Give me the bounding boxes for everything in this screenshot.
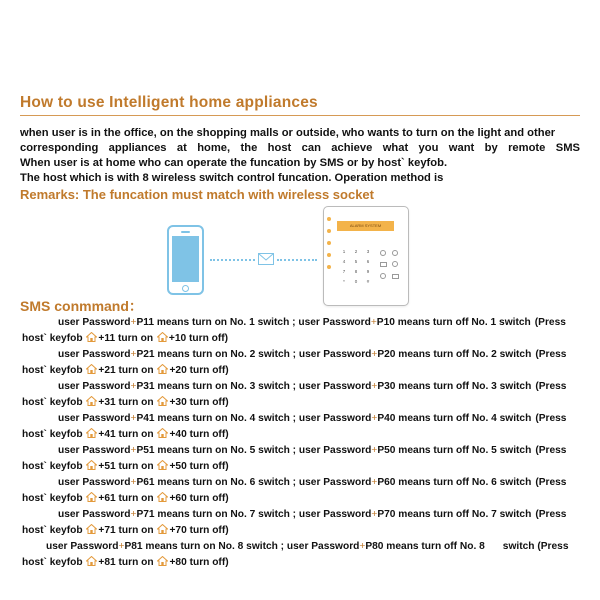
home-key-icon xyxy=(86,556,97,566)
keyfob-on-text: +21 turn on xyxy=(98,365,154,376)
phone-screen xyxy=(172,236,199,282)
host-function-key xyxy=(380,262,387,267)
home-key-icon xyxy=(157,396,168,406)
sms-command-list xyxy=(22,315,578,571)
intro-line: when user is in the office, on the shopping malls or outside, who wants to turn on the light and other xyxy=(20,127,556,139)
host-keyfob-text: host` keyfob xyxy=(22,365,83,376)
plus-sign: + xyxy=(359,541,366,552)
command-press-text: (Press xyxy=(534,317,566,328)
command-prefix: user Password xyxy=(58,477,131,488)
command-off-text: P80 means turn off No. 8 xyxy=(365,541,485,552)
command-on-text: P41 means turn on No. 4 switch ; user Password xyxy=(136,413,372,424)
heading-underline xyxy=(20,115,580,116)
command-keyfob-line xyxy=(22,395,578,411)
plus-sign: + xyxy=(371,477,378,488)
plus-sign: + xyxy=(130,413,137,424)
home-key-icon xyxy=(86,396,97,406)
keyfob-off-text: +70 turn off) xyxy=(169,525,229,536)
plus-sign: + xyxy=(371,349,378,360)
keyfob-on-text: +11 turn on xyxy=(98,333,154,344)
host-key: 2 xyxy=(354,249,358,254)
command-keyfob-line xyxy=(22,459,578,475)
command-press-text: (Press xyxy=(535,509,567,520)
command-off-text: P50 means turn off No. 5 switch xyxy=(377,445,532,456)
sms-command-item xyxy=(22,411,578,443)
command-press-text: (Press xyxy=(535,381,567,392)
sms-command-item xyxy=(22,507,578,539)
plus-sign: + xyxy=(370,317,377,328)
host-indicator xyxy=(327,217,331,221)
plus-sign: + xyxy=(371,381,378,392)
command-line xyxy=(22,315,578,331)
plus-sign: + xyxy=(371,509,378,520)
command-line xyxy=(22,539,578,555)
host-key: 9 xyxy=(366,269,370,274)
command-line xyxy=(22,411,578,427)
host-function-key xyxy=(380,273,386,279)
command-line xyxy=(22,507,578,523)
host-indicator xyxy=(327,265,331,269)
home-key-icon xyxy=(86,524,97,534)
keyfob-on-text: +31 turn on xyxy=(98,397,154,408)
host-key: 6 xyxy=(366,259,370,264)
command-keyfob-line xyxy=(22,363,578,379)
keyfob-off-text: +30 turn off) xyxy=(169,397,229,408)
host-key: 5 xyxy=(354,259,358,264)
command-on-text: P21 means turn on No. 2 switch ; user Password xyxy=(136,349,372,360)
host-keyfob-text: host` keyfob xyxy=(22,429,83,440)
command-keyfob-line xyxy=(22,331,578,347)
command-prefix: user Password xyxy=(46,541,119,552)
command-on-text: P81 means turn on No. 8 switch ; user Password xyxy=(124,541,360,552)
keyfob-off-text: +80 turn off) xyxy=(169,557,229,568)
intro-paragraph xyxy=(20,126,580,186)
keyfob-off-text: +40 turn off) xyxy=(169,429,229,440)
command-prefix: user Password xyxy=(58,509,131,520)
envelope-icon xyxy=(258,253,274,265)
home-key-icon xyxy=(86,364,97,374)
keyfob-off-text: +20 turn off) xyxy=(169,365,229,376)
home-key-icon xyxy=(157,556,168,566)
intro-line: corresponding appliances at home, the host can achieve what you want by remote SMS xyxy=(20,142,580,154)
host-function-key xyxy=(392,261,398,267)
host-key: 3 xyxy=(366,249,370,254)
command-on-text: P31 means turn on No. 3 switch ; user Password xyxy=(136,381,372,392)
command-prefix: user Password xyxy=(58,349,131,360)
home-key-icon xyxy=(157,492,168,502)
home-key-icon xyxy=(157,524,168,534)
sms-command-item xyxy=(22,539,578,571)
host-function-key xyxy=(380,250,386,256)
host-key: 7 xyxy=(342,269,346,274)
command-off-text: P70 means turn off No. 7 switch xyxy=(377,509,532,520)
command-off-text: P40 means turn off No. 4 switch xyxy=(377,413,532,424)
command-press-text: (Press xyxy=(535,477,567,488)
home-key-icon xyxy=(157,428,168,438)
keyfob-on-text: +61 turn on xyxy=(98,493,154,504)
sms-command-item xyxy=(22,379,578,411)
home-key-icon xyxy=(157,332,168,342)
home-key-icon xyxy=(157,460,168,470)
plus-sign: + xyxy=(371,445,378,456)
command-on-text: P61 means turn on No. 6 switch ; user Password xyxy=(136,477,372,488)
remarks-note: Remarks: The funcation must match with wireless socket xyxy=(20,187,374,202)
keyfob-off-text: +10 turn off) xyxy=(168,333,229,344)
intro-line: When user is at home who can operate the funcation by SMS or by host` keyfob. xyxy=(20,157,448,169)
command-keyfob-line xyxy=(22,523,578,539)
page-heading: How to use Intelligent home appliances xyxy=(20,94,318,111)
command-off-text: P10 means turn off No. 1 switch xyxy=(376,317,531,328)
command-press-text: switch (Press xyxy=(502,541,569,552)
sms-command-title: SMS conmmand： xyxy=(20,298,143,314)
command-on-text: P71 means turn on No. 7 switch ; user Password xyxy=(136,509,372,520)
plus-sign: + xyxy=(130,381,137,392)
host-key: 1 xyxy=(342,249,346,254)
plus-sign: + xyxy=(130,349,137,360)
alarm-host-panel-icon xyxy=(323,206,409,306)
host-keyfob-text: host` keyfob xyxy=(22,525,83,536)
sms-command-item xyxy=(22,347,578,379)
command-line xyxy=(22,347,578,363)
phone-speaker xyxy=(181,231,190,233)
command-off-text: P20 means turn off No. 2 switch xyxy=(377,349,532,360)
intro-line: The host which is with 8 wireless switch control funcation. Operation method is xyxy=(20,172,444,184)
plus-sign: + xyxy=(130,317,137,328)
host-function-key xyxy=(392,274,399,279)
host-indicator xyxy=(327,253,331,257)
command-line xyxy=(22,443,578,459)
keyfob-on-text: +41 turn on xyxy=(98,429,154,440)
command-off-text: P60 means turn off No. 6 switch xyxy=(377,477,532,488)
command-off-text: P30 means turn off No. 3 switch xyxy=(377,381,532,392)
host-keyfob-text: host` keyfob xyxy=(22,493,83,504)
plus-sign: + xyxy=(371,413,378,424)
home-key-icon xyxy=(86,428,97,438)
signal-dots-right xyxy=(277,259,317,261)
home-key-icon xyxy=(86,460,97,470)
host-keyfob-text: host` keyfob xyxy=(22,333,83,344)
sms-command-item xyxy=(22,443,578,475)
signal-dots-left xyxy=(210,259,255,261)
smartphone-icon xyxy=(167,225,204,295)
host-indicator xyxy=(327,229,331,233)
plus-sign: + xyxy=(130,445,137,456)
command-press-text: (Press xyxy=(535,413,567,424)
host-function-key xyxy=(392,250,398,256)
keyfob-on-text: +71 turn on xyxy=(98,525,154,536)
sms-command-item xyxy=(22,315,578,347)
host-key: * xyxy=(343,279,345,284)
command-on-text: P11 means turn on No. 1 switch ; user Password xyxy=(136,317,371,328)
plus-sign: + xyxy=(118,541,125,552)
command-press-text: (Press xyxy=(535,349,567,360)
command-keyfob-line xyxy=(22,555,578,571)
command-press-text: (Press xyxy=(535,445,567,456)
host-key: 8 xyxy=(354,269,358,274)
command-prefix: user Password xyxy=(58,413,131,424)
host-key: # xyxy=(366,279,370,284)
command-on-text: P51 means turn on No. 5 switch ; user Password xyxy=(136,445,372,456)
host-keyfob-text: host` keyfob xyxy=(22,557,83,568)
phone-home-button xyxy=(182,285,189,292)
command-line xyxy=(22,475,578,491)
host-keyfob-text: host` keyfob xyxy=(22,397,83,408)
home-key-icon xyxy=(86,332,97,342)
keyfob-off-text: +50 turn off) xyxy=(169,461,229,472)
host-key: 0 xyxy=(354,279,358,284)
home-key-icon xyxy=(86,492,97,502)
host-key: 4 xyxy=(342,259,346,264)
plus-sign: + xyxy=(130,477,137,488)
host-keyfob-text: host` keyfob xyxy=(22,461,83,472)
plus-sign: + xyxy=(130,509,137,520)
command-prefix: user Password xyxy=(58,381,131,392)
home-key-icon xyxy=(157,364,168,374)
command-prefix: user Password xyxy=(58,317,131,328)
keyfob-on-text: +81 turn on xyxy=(98,557,154,568)
command-line xyxy=(22,379,578,395)
command-keyfob-line xyxy=(22,491,578,507)
keyfob-on-text: +51 turn on xyxy=(98,461,154,472)
host-indicator xyxy=(327,241,331,245)
keyfob-off-text: +60 turn off) xyxy=(169,493,229,504)
command-prefix: user Password xyxy=(58,445,131,456)
host-display-bar: ALARM SYSTEM xyxy=(337,221,394,231)
command-keyfob-line xyxy=(22,427,578,443)
sms-command-item xyxy=(22,475,578,507)
